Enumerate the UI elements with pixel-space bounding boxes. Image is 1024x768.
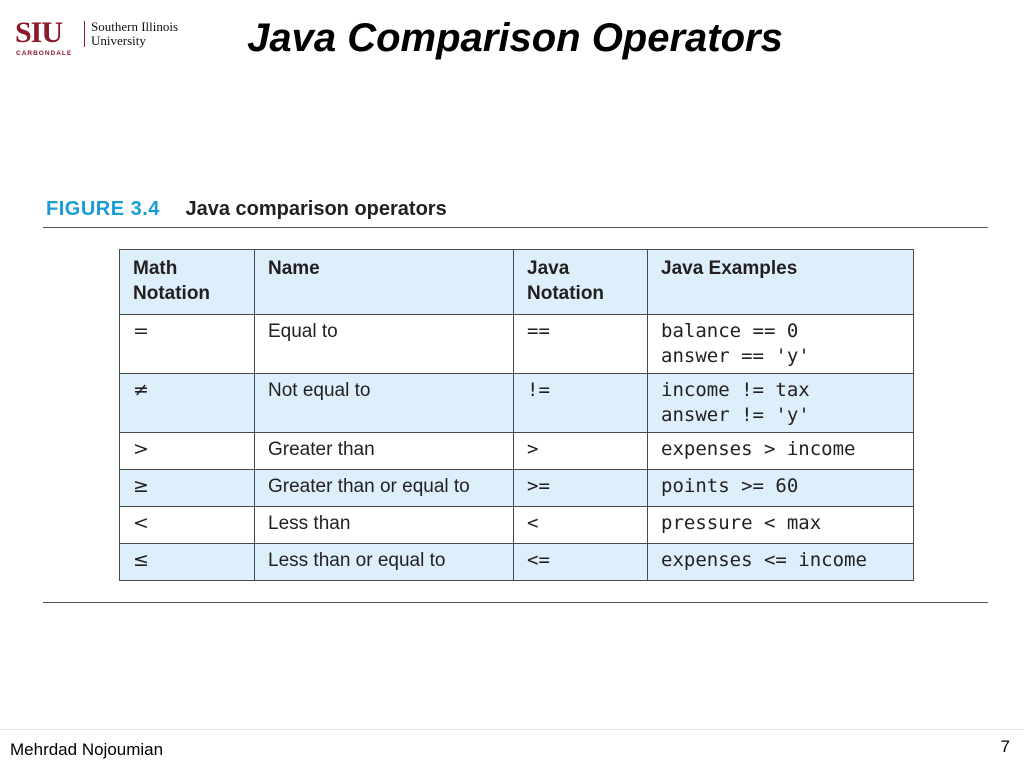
math-notation-cell: ≥ — [120, 470, 255, 507]
table-row — [120, 470, 914, 507]
slide-title: Java Comparison Operators — [247, 16, 783, 60]
name-cell: Equal to — [255, 315, 514, 374]
java-notation-cell: == — [514, 315, 648, 374]
header-java-notation — [514, 250, 648, 315]
java-example: expenses > income — [661, 438, 856, 460]
figure-title: Java comparison operators — [185, 198, 447, 220]
name-cell: Less than — [255, 507, 514, 544]
logo-campus: CARBONDALE — [16, 50, 73, 57]
java-example: expenses <= income — [661, 549, 867, 571]
header-java-line-2: Notation — [527, 283, 605, 304]
java-examples-cell — [648, 315, 914, 374]
java-notation-cell: <= — [514, 544, 648, 581]
math-notation-cell: ≤ — [120, 544, 255, 581]
java-example: answer != 'y' — [661, 404, 810, 426]
java-notation-cell: < — [514, 507, 648, 544]
footer-divider — [0, 729, 1024, 730]
header-name: Name — [255, 250, 514, 315]
math-notation-cell: ≠ — [120, 374, 255, 433]
header-java-line-1: Java — [527, 258, 570, 279]
math-notation-cell: = — [120, 315, 255, 374]
java-examples-cell — [648, 544, 914, 581]
page-number: 7 — [1000, 737, 1010, 756]
math-notation-cell: < — [120, 507, 255, 544]
math-notation-cell: > — [120, 433, 255, 470]
figure-number: FIGURE 3.4 — [46, 198, 160, 220]
table-row — [120, 433, 914, 470]
java-notation-cell: > — [514, 433, 648, 470]
header-math-notation — [120, 250, 255, 315]
table-row — [120, 315, 914, 374]
footer-author: Mehrdad Nojoumian — [10, 740, 164, 759]
java-example: answer == 'y' — [661, 345, 810, 367]
header-math-line-1: Math — [133, 258, 178, 279]
java-examples-cell — [648, 470, 914, 507]
java-example: points >= 60 — [661, 475, 799, 497]
java-example: balance == 0 — [661, 320, 799, 342]
name-cell: Greater than — [255, 433, 514, 470]
java-notation-cell: >= — [514, 470, 648, 507]
java-examples-cell — [648, 433, 914, 470]
logo-name-line-1: Southern Illinois — [91, 19, 179, 34]
table-row — [120, 544, 914, 581]
table-row — [120, 507, 914, 544]
logo-mark: SIU — [15, 16, 63, 49]
name-cell: Greater than or equal to — [255, 470, 514, 507]
figure-top-rule — [43, 227, 988, 228]
logo-name-line-2: University — [91, 33, 146, 48]
java-example: pressure < max — [661, 512, 822, 534]
java-examples-cell — [648, 374, 914, 433]
header-math-line-2: Notation — [133, 283, 211, 304]
figure-bottom-rule — [43, 602, 988, 603]
name-cell: Not equal to — [255, 374, 514, 433]
java-examples-cell — [648, 507, 914, 544]
comparison-operators-table — [119, 249, 914, 581]
java-example: income != tax — [661, 379, 810, 401]
name-cell: Less than or equal to — [255, 544, 514, 581]
table-header-row — [120, 250, 914, 315]
header-java-examples: Java Examples — [648, 250, 914, 315]
java-notation-cell: != — [514, 374, 648, 433]
figure-caption — [46, 198, 447, 221]
table-row — [120, 374, 914, 433]
